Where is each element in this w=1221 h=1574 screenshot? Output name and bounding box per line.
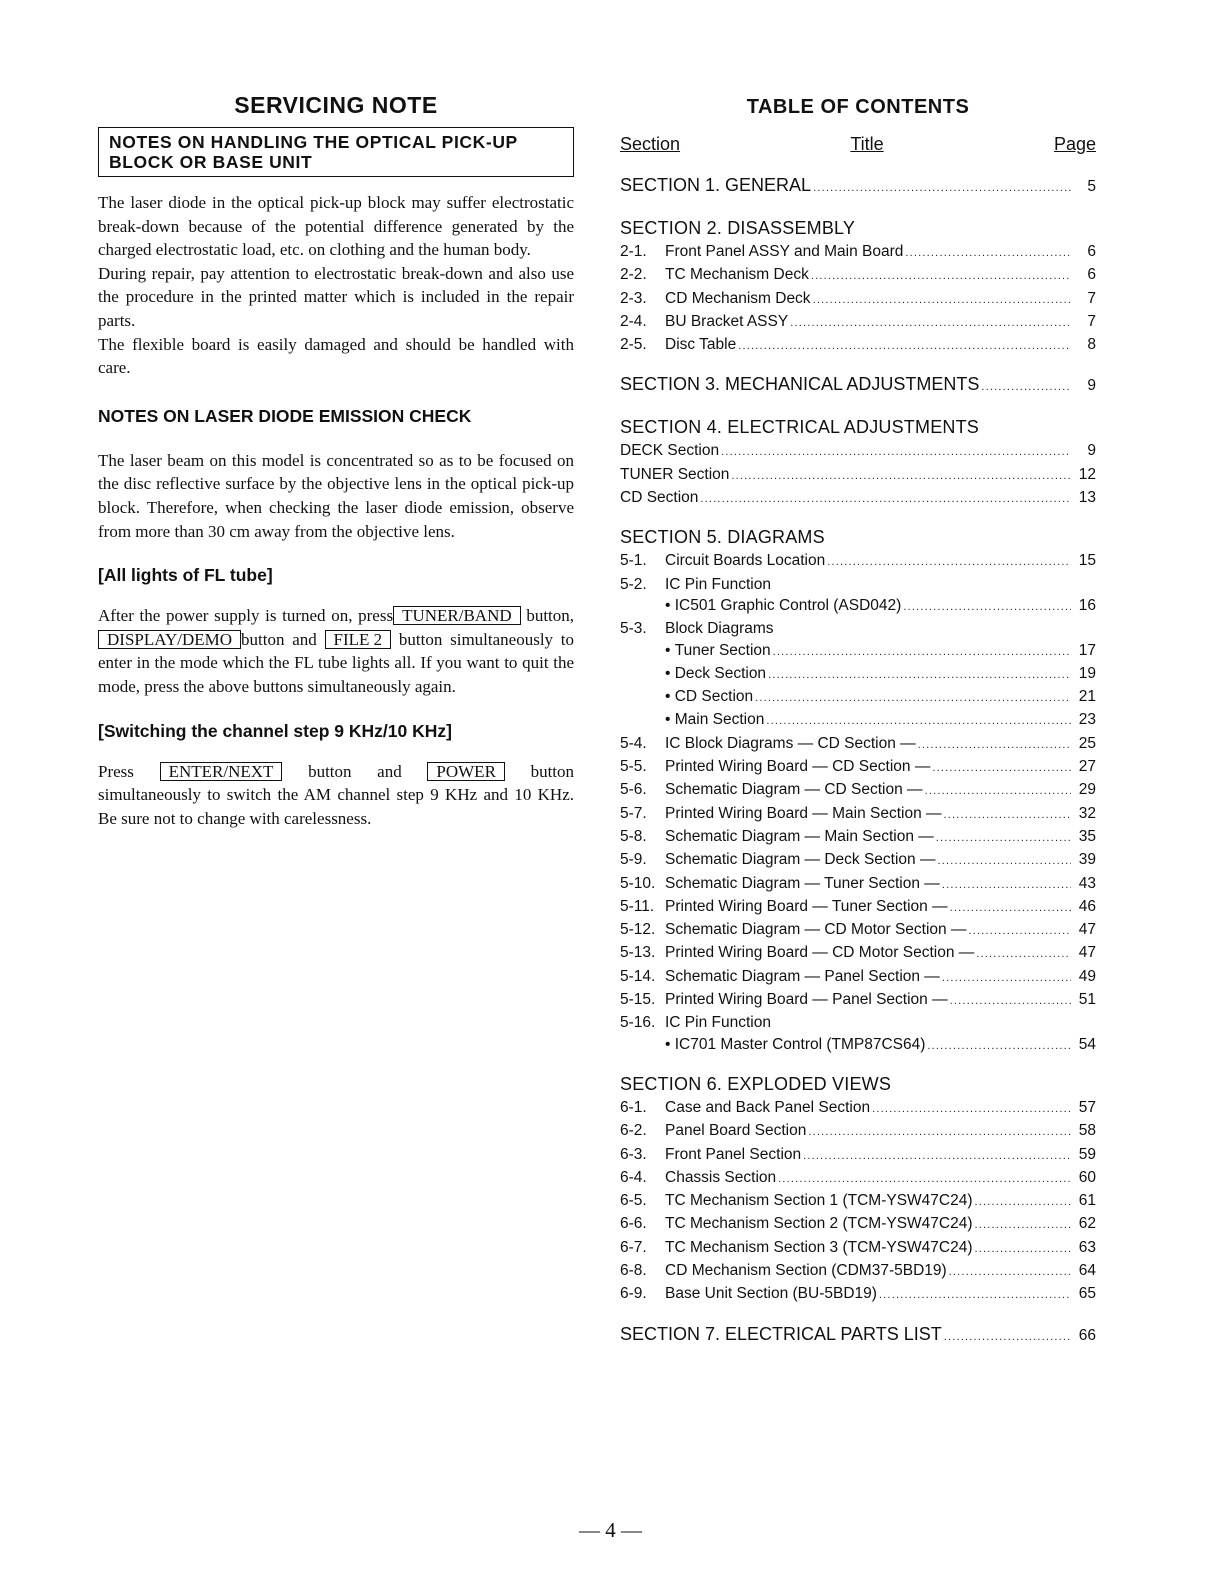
ch-text-b: button and [308, 761, 402, 781]
fl-text-c: button and [241, 629, 317, 649]
toc-page: 7 [1087, 312, 1096, 330]
leader-dots [927, 1036, 1071, 1057]
toc-page: 63 [1078, 1238, 1096, 1256]
leader-dots [813, 175, 1071, 201]
fl-text-d: button simultaneously to enter in the mode which the FL tube lights all. If you want to quit the mode, press the above buttons simultaneously again. [98, 629, 575, 696]
toc-entry-title: Base Unit Section (BU-5BD19) [665, 1285, 877, 1303]
toc-entry-title: IC Pin Function [665, 575, 771, 593]
laser-emission-paragraph: The laser beam on this model is concentrated so as to be focused on the disc reflective surface by the objective lens in the optical pick-up block. Therefore, when checking the laser diode emission, observe from more than 30 cm away from the objective lens. [98, 450, 574, 541]
toc-page: 58 [1078, 1122, 1096, 1140]
channel-step-paragraph [98, 760, 574, 831]
servicing-note-title: SERVICING NOTE [234, 92, 438, 118]
toc-page: 15 [1078, 552, 1096, 570]
toc-entry [620, 873, 1096, 896]
toc-page: 54 [1078, 1035, 1096, 1053]
toc-entry-number: 5-10. [620, 874, 656, 892]
toc-entry-title: Schematic Diagram — Tuner Section — [665, 874, 940, 892]
toc-page: 23 [1078, 711, 1096, 729]
leader-dots [778, 1169, 1071, 1190]
toc-page: 16 [1078, 596, 1096, 614]
toc-page: 47 [1078, 921, 1096, 939]
toc-entry-title: Schematic Diagram — CD Section — [665, 781, 923, 799]
toc-entry [620, 172, 1096, 201]
toc-entry [620, 966, 1096, 989]
toc-entry-title: Printed Wiring Board — Tuner Section — [665, 897, 948, 915]
toc-entry-title: • Deck Section [665, 663, 766, 684]
toc-page: 46 [1078, 897, 1096, 915]
toc-section-title: SECTION 6. EXPLODED VIEWS [620, 1073, 892, 1094]
leader-dots [905, 243, 1071, 264]
leader-dots [738, 336, 1071, 357]
servicing-note-column [98, 92, 574, 830]
toc-entry-title: Front Panel ASSY and Main Board [665, 243, 904, 260]
pickup-handling-heading-line2: BLOCK OR BASE UNIT [109, 152, 313, 172]
toc-entry-title: CD Section [620, 489, 699, 507]
toc-entry-title: Printed Wiring Board — Panel Section — [665, 991, 948, 1009]
toc-entry-title: TC Mechanism Section 2 (TCM-YSW47C24) [665, 1215, 973, 1233]
toc-entry [620, 371, 1096, 400]
leader-dots [790, 313, 1071, 334]
leader-dots [937, 851, 1071, 872]
ch-text-a: Press [98, 761, 134, 781]
toc-section-5 [620, 524, 1096, 1057]
toc-entry-title: Front Panel Section [665, 1145, 802, 1163]
toc-section-title: SECTION 4. ELECTRICAL ADJUSTMENTS [620, 417, 979, 438]
toc-entry-number: 6-3. [620, 1145, 647, 1163]
toc-entry-number: 5-8. [620, 827, 647, 845]
toc-section-7 [620, 1321, 1096, 1350]
toc-page: 59 [1078, 1145, 1096, 1163]
toc-entry [620, 618, 1096, 639]
toc-entry-title: IC Pin Function [665, 1014, 771, 1032]
toc-entry-title: TC Mechanism Deck [665, 266, 809, 284]
leader-dots [975, 1192, 1072, 1213]
ch-text-c: button simultaneously to switch the AM channel step 9 KHz and 10 KHz. Be sure not to change with carelessness. [98, 761, 575, 828]
toc-col-section: Section [620, 134, 681, 154]
toc-section-title: SECTION 7. ELECTRICAL PARTS LIST [620, 1323, 942, 1344]
toc-entry-title: CD Mechanism Deck [665, 289, 811, 307]
toc-page: 25 [1078, 734, 1096, 752]
laser-emission-heading: NOTES ON LASER DIODE EMISSION CHECK [98, 405, 472, 426]
toc-entry-title: Printed Wiring Board — CD Motor Section — [665, 944, 975, 962]
toc-entry [620, 311, 1096, 334]
toc-entry-number: 5-4. [620, 734, 647, 752]
toc-section-5-items [620, 550, 1096, 1057]
toc-page: 62 [1078, 1215, 1096, 1233]
toc-entry-title: Schematic Diagram — CD Motor Section — [665, 921, 967, 939]
leader-dots [879, 1285, 1071, 1306]
leader-dots [981, 374, 1071, 400]
toc-entry-title: Schematic Diagram — Panel Section — [665, 967, 940, 985]
tuner-band-key: TUNER/BAND [393, 606, 521, 625]
toc-entry-number: 6-1. [620, 1098, 647, 1116]
toc-entry [620, 663, 1096, 686]
toc-section-6-items [620, 1097, 1096, 1307]
handling-paragraph-3: The flexible board is easily damaged and should be handled with care. [98, 334, 574, 378]
leader-dots [872, 1099, 1071, 1120]
handling-paragraph-2: During repair, pay attention to electrostatic break-down and also use the procedure in the printed matter which is included in the repair parts. [98, 263, 574, 330]
fl-text-a: After the power supply is turned on, press [98, 606, 394, 626]
toc-entry-title: Printed Wiring Board — CD Section — [665, 758, 931, 776]
toc-entry-title: Disc Table [665, 336, 737, 354]
toc-page: 9 [1087, 442, 1096, 460]
file-2-key: FILE 2 [325, 630, 392, 649]
leader-dots [925, 781, 1071, 802]
leader-dots [942, 875, 1071, 896]
toc-page: 5 [1087, 178, 1096, 195]
toc-entry [620, 1144, 1096, 1167]
leader-dots [768, 665, 1071, 686]
toc-page: 13 [1078, 489, 1096, 507]
toc-page: 57 [1078, 1098, 1096, 1116]
toc-entry [620, 919, 1096, 942]
toc-page: 17 [1078, 641, 1096, 659]
fl-text-b: button, [526, 606, 575, 626]
toc-entry-number: 5-6. [620, 781, 647, 799]
toc-page: 8 [1087, 336, 1096, 354]
toc-entry [620, 826, 1096, 849]
toc-entry-number: 5-11. [620, 897, 655, 915]
toc-entry-title: • IC701 Master Control (TMP87CS64) [665, 1034, 925, 1055]
enter-next-key: ENTER/NEXT [160, 762, 283, 781]
toc-entry [620, 1034, 1096, 1057]
fl-tube-paragraph [98, 604, 574, 698]
toc-page: 43 [1078, 874, 1096, 892]
toc-page: 6 [1087, 266, 1096, 284]
leader-dots [976, 944, 1071, 965]
toc-page: 29 [1078, 781, 1096, 799]
toc-entry [620, 640, 1096, 663]
leader-dots [755, 688, 1071, 709]
leader-dots [942, 968, 1071, 989]
leader-dots [918, 735, 1071, 756]
toc-page: 60 [1078, 1168, 1096, 1186]
leader-dots [950, 898, 1071, 919]
toc-entry [620, 550, 1096, 573]
toc-entry-title: DECK Section [620, 442, 720, 460]
toc-entry [620, 803, 1096, 826]
toc-section-title: SECTION 1. GENERAL [620, 175, 812, 195]
leader-dots [808, 1122, 1071, 1143]
toc-entry-number: 6-5. [620, 1192, 647, 1210]
toc-section-title: SECTION 5. DIAGRAMS [620, 527, 825, 548]
toc-section-3 [620, 371, 1096, 400]
toc-entry-title: Printed Wiring Board — Main Section — [665, 804, 942, 822]
leader-dots [950, 991, 1071, 1012]
toc-entry [620, 241, 1096, 264]
page-number: — 4 — [579, 1518, 642, 1542]
toc-entry [620, 686, 1096, 709]
toc-section-title: SECTION 2. DISASSEMBLY [620, 218, 856, 238]
toc-section-2-items [620, 241, 1096, 357]
toc-entry-number: 5-1. [620, 552, 647, 570]
toc-entry [620, 1237, 1096, 1260]
toc-page: 7 [1087, 289, 1096, 307]
display-demo-key: DISPLAY/DEMO [98, 630, 241, 649]
toc-page: 19 [1078, 664, 1096, 682]
toc-entry-title: Chassis Section [665, 1168, 777, 1186]
toc-entry [620, 1283, 1096, 1306]
leader-dots [813, 290, 1071, 311]
toc-entry-number: 6-8. [620, 1261, 647, 1279]
toc-entry [620, 440, 1096, 463]
fl-tube-heading: [All lights of FL tube] [98, 565, 273, 586]
toc-entry [620, 942, 1096, 965]
toc-entry-title: TC Mechanism Section 1 (TCM-YSW47C24) [665, 1192, 973, 1210]
toc-entry-title: Block Diagrams [665, 620, 774, 638]
toc-section-2 [620, 215, 1096, 357]
toc-entry [620, 595, 1096, 618]
toc-entry-title: Schematic Diagram — Deck Section — [665, 851, 936, 869]
toc-entry-number: 2-1. [620, 243, 647, 260]
toc-entry [620, 487, 1096, 510]
toc-entry-title: TC Mechanism Section 3 (TCM-YSW47C24) [665, 1238, 973, 1256]
toc-entry-number: 2-5. [620, 336, 647, 354]
toc-entry-number: 6-4. [620, 1168, 647, 1186]
toc-column-headers [620, 134, 1096, 155]
toc-entry [620, 574, 1096, 595]
toc-entry-title: TUNER Section [620, 465, 730, 483]
leader-dots [811, 266, 1071, 287]
toc-entry-title: • Main Section [665, 709, 764, 730]
toc-entry [620, 989, 1096, 1012]
leader-dots [944, 1324, 1071, 1350]
leader-dots [773, 642, 1071, 663]
toc-section-title: SECTION 3. MECHANICAL ADJUSTMENTS [620, 374, 980, 395]
toc-page: 21 [1078, 688, 1096, 706]
toc-entry [620, 334, 1096, 357]
pickup-handling-heading [98, 127, 574, 177]
handling-paragraph-1: The laser diode in the optical pick-up block may suffer electrostatic break-down because of the potential difference generated by the charged electrostatic load, etc. on clothing and the human body. [98, 193, 574, 260]
leader-dots [700, 489, 1071, 510]
leader-dots [803, 1146, 1071, 1167]
toc-entry-number: 5-15. [620, 991, 656, 1009]
toc-entry-number: 2-3. [620, 289, 647, 307]
toc-col-page: Page [1053, 134, 1096, 154]
leader-dots [721, 442, 1071, 463]
toc-entry-number: 5-3. [620, 620, 647, 638]
toc-entry [620, 1097, 1096, 1120]
toc-page: 9 [1087, 377, 1096, 395]
leader-dots [827, 552, 1071, 573]
toc-page: 49 [1078, 967, 1096, 985]
toc-col-title: Title [850, 134, 884, 154]
leader-dots [936, 828, 1071, 849]
table-of-contents [620, 96, 1096, 1364]
toc-page: 32 [1078, 804, 1096, 822]
toc-page: 47 [1078, 944, 1096, 962]
toc-entry-title: IC Block Diagrams — CD Section — [665, 734, 916, 752]
toc-entry [620, 733, 1096, 756]
toc-entry-number: 5-14. [620, 967, 656, 985]
toc-entry [620, 896, 1096, 919]
leader-dots [968, 921, 1071, 942]
leader-dots [731, 466, 1071, 487]
toc-entry-title: • CD Section [665, 686, 753, 707]
toc-entry-number: 5-2. [620, 575, 647, 593]
toc-entry [620, 1260, 1096, 1283]
toc-entry [620, 849, 1096, 872]
toc-entry [620, 1167, 1096, 1190]
toc-page: 65 [1078, 1285, 1096, 1303]
power-key: POWER [427, 762, 505, 781]
toc-page: 51 [1078, 991, 1096, 1009]
toc-section-4 [620, 414, 1096, 510]
toc-entry-title: CD Mechanism Section (CDM37-5BD19) [665, 1261, 947, 1279]
toc-entry [620, 1120, 1096, 1143]
leader-dots [949, 1262, 1071, 1283]
toc-entry-title: BU Bracket ASSY [665, 312, 789, 330]
toc-page: 6 [1087, 243, 1096, 260]
toc-entry-title: Schematic Diagram — Main Section — [665, 827, 934, 845]
toc-entry-number: 5-9. [620, 851, 647, 869]
toc-section-4-items [620, 440, 1096, 510]
toc-page: 64 [1078, 1261, 1096, 1279]
toc-entry-title: • IC501 Graphic Control (ASD042) [665, 595, 901, 616]
toc-entry [620, 709, 1096, 732]
toc-entry-title: Case and Back Panel Section [665, 1098, 871, 1116]
leader-dots [975, 1215, 1072, 1236]
toc-entry [620, 1012, 1096, 1033]
leader-dots [932, 758, 1071, 779]
toc-page: 35 [1078, 827, 1096, 845]
toc-entry-number: 6-6. [620, 1215, 647, 1233]
toc-page: 27 [1078, 758, 1096, 776]
toc-entry [620, 1190, 1096, 1213]
toc-page: 12 [1078, 465, 1096, 483]
toc-entry [620, 464, 1096, 487]
leader-dots [944, 805, 1071, 826]
toc-entry [620, 779, 1096, 802]
toc-entry-number: 5-13. [620, 944, 656, 962]
toc-section-6 [620, 1071, 1096, 1307]
toc-entry-number: 6-2. [620, 1122, 647, 1140]
toc-entry-number: 6-9. [620, 1285, 647, 1303]
toc-entry [620, 1321, 1096, 1350]
channel-step-heading: [Switching the channel step 9 KHz/10 KHz] [98, 720, 452, 741]
toc-entry-number: 5-12. [620, 921, 656, 939]
toc-entry-title: Circuit Boards Location [665, 552, 826, 570]
leader-dots [903, 597, 1071, 618]
toc-page: 66 [1078, 1326, 1096, 1344]
toc-entry [620, 288, 1096, 311]
toc-section-1 [620, 172, 1096, 201]
leader-dots [766, 711, 1071, 732]
toc-entry-number: 5-7. [620, 804, 647, 822]
leader-dots [975, 1239, 1072, 1260]
toc-entry [620, 756, 1096, 779]
toc-entry-number: 5-5. [620, 758, 647, 776]
toc-title: TABLE OF CONTENTS [746, 96, 970, 118]
toc-entry-number: 6-7. [620, 1238, 647, 1256]
toc-entry-number: 5-16. [620, 1014, 656, 1032]
toc-entry-title: Panel Board Section [665, 1122, 807, 1140]
toc-entry [620, 264, 1096, 287]
toc-entry-title: • Tuner Section [665, 640, 771, 661]
toc-page: 61 [1078, 1192, 1096, 1210]
pickup-handling-heading-line1: NOTES ON HANDLING THE OPTICAL PICK-UP [109, 132, 518, 152]
toc-entry-number: 2-4. [620, 312, 647, 330]
toc-entry [620, 1213, 1096, 1236]
toc-entry-number: 2-2. [620, 266, 647, 284]
toc-page: 39 [1078, 851, 1096, 869]
